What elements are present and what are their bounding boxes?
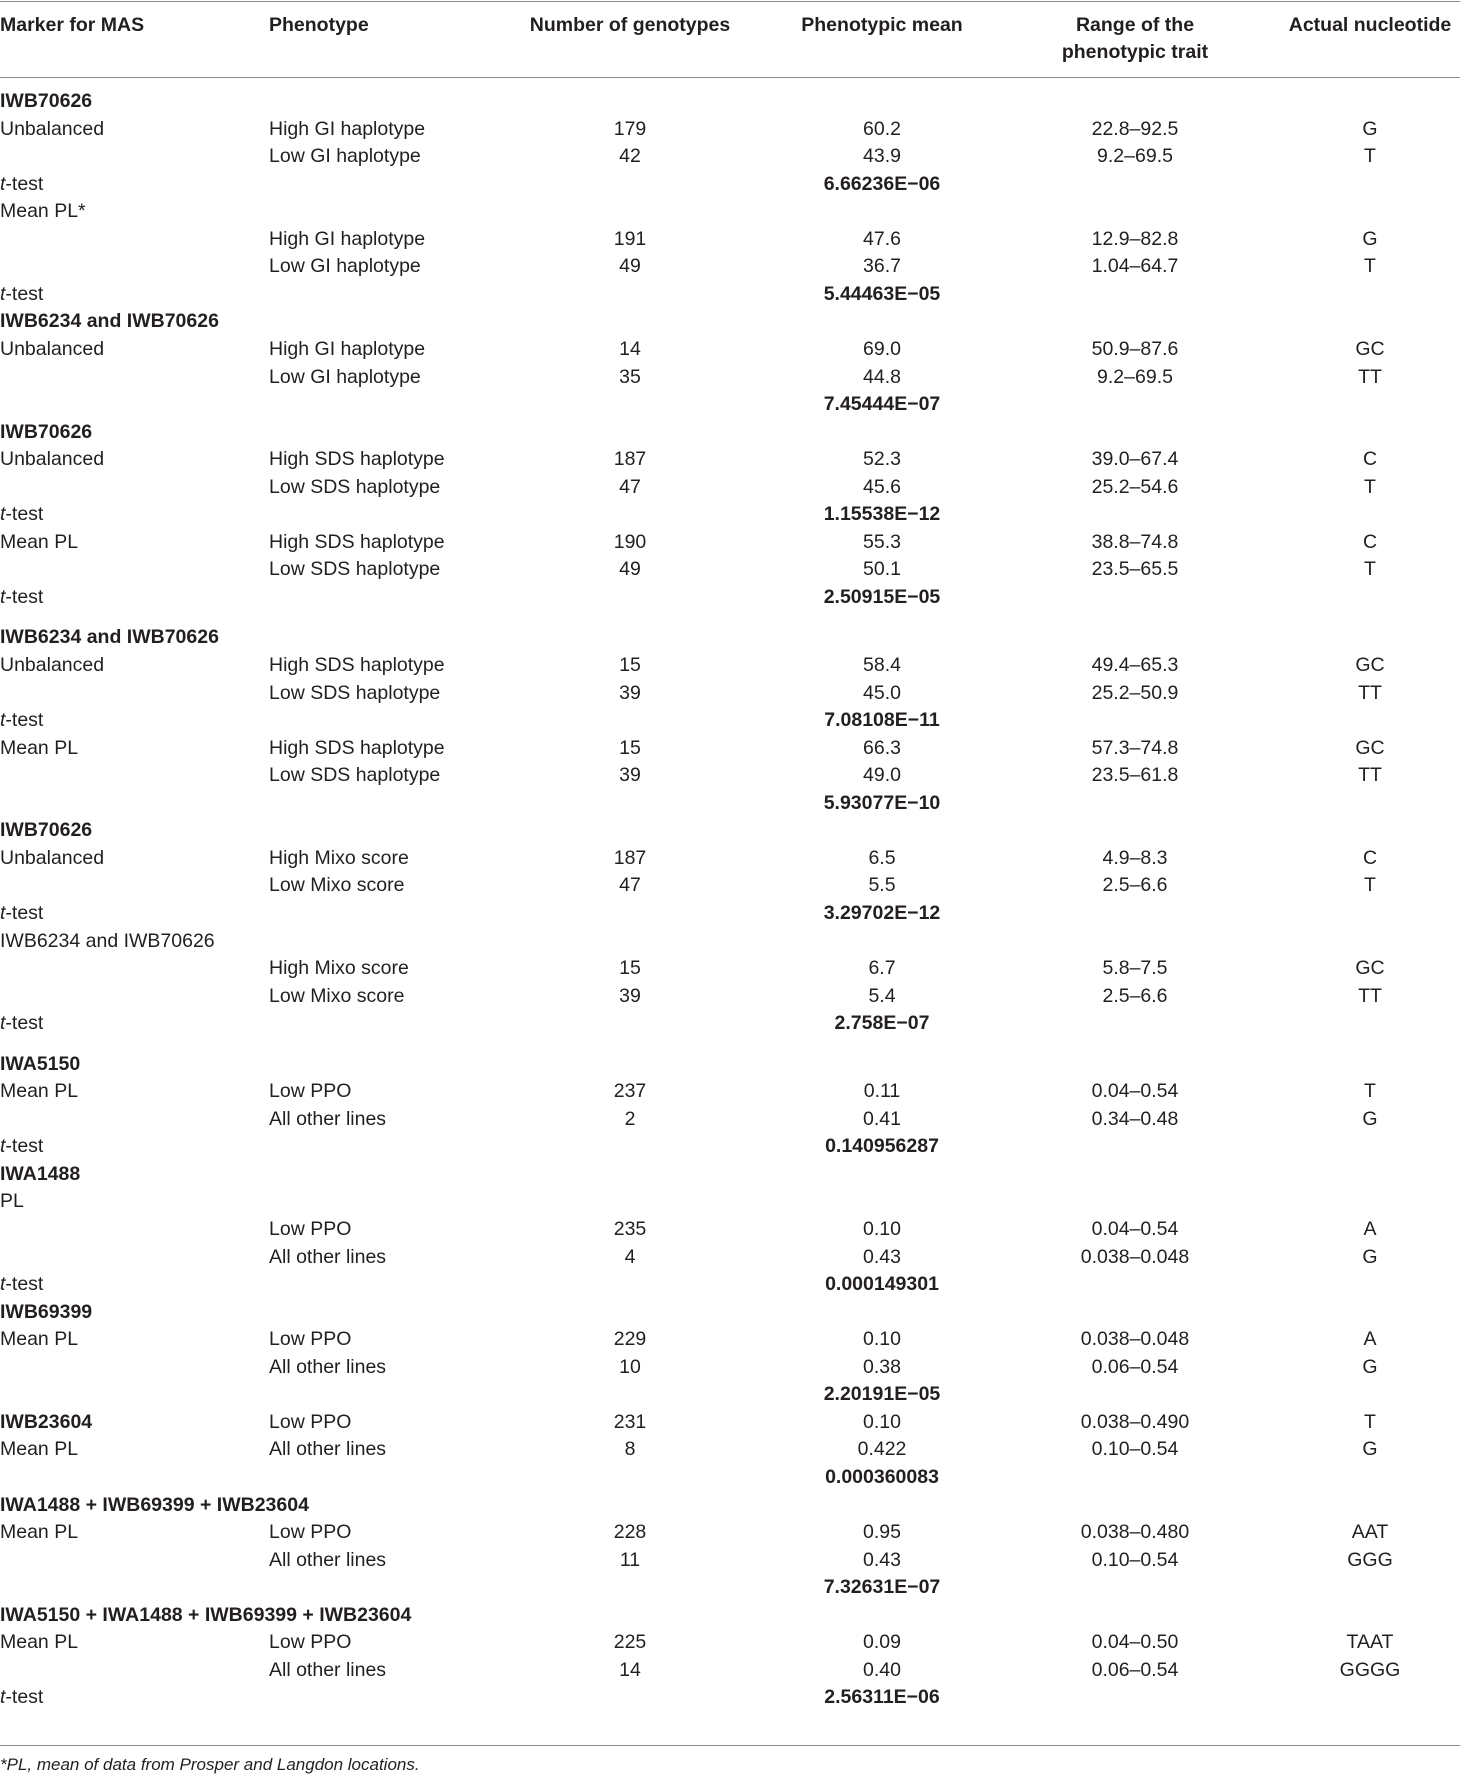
table-row bbox=[0, 790, 1460, 818]
table-row bbox=[0, 1436, 1460, 1464]
cell-marker: IWB6234 and IWB70626 bbox=[0, 929, 215, 952]
table-row bbox=[0, 1519, 1460, 1547]
table-row bbox=[0, 735, 1460, 763]
cell-genotypes: 8 bbox=[624, 1438, 636, 1461]
cell-mean: 5.44463E−05 bbox=[823, 282, 941, 305]
cell-mean: 2.50915E−05 bbox=[823, 585, 941, 608]
cell-marker: Unbalanced bbox=[0, 117, 105, 140]
table-row bbox=[0, 845, 1460, 873]
cell-marker: IWB6234 and IWB70626 bbox=[0, 626, 219, 649]
cell-mean: 2.56311E−06 bbox=[824, 1686, 940, 1709]
table-row bbox=[0, 1161, 1460, 1189]
top-rule bbox=[0, 1, 1460, 2]
cell-mean: 52.3 bbox=[863, 448, 901, 471]
cell-phenotype: High Mixo score bbox=[269, 957, 409, 980]
cell-nucleotide: TT bbox=[1358, 984, 1382, 1007]
cell-nucleotide: TAAT bbox=[1346, 1631, 1394, 1654]
cell-phenotype: Low SDS haplotype bbox=[269, 558, 441, 581]
table-row bbox=[0, 1629, 1460, 1657]
cell-genotypes: 231 bbox=[613, 1410, 647, 1433]
header-marker: Marker for MAS bbox=[0, 14, 145, 36]
cell-marker: Mean PL bbox=[0, 1438, 79, 1461]
cell-range: 2.5–6.6 bbox=[1102, 984, 1168, 1007]
cell-phenotype: High SDS haplotype bbox=[269, 654, 445, 676]
cell-phenotype: All other lines bbox=[269, 1107, 387, 1130]
table-row bbox=[0, 1464, 1460, 1492]
cell-genotypes: 49 bbox=[619, 255, 641, 278]
cell-range: 0.038–0.480 bbox=[1080, 1521, 1190, 1544]
cell-mean: 0.40 bbox=[863, 1658, 901, 1681]
cell-phenotype: Low SDS haplotype bbox=[269, 681, 441, 704]
cell-range: 12.9–82.8 bbox=[1091, 227, 1179, 250]
cell-mean: 6.5 bbox=[868, 846, 896, 869]
cell-mean: 50.1 bbox=[863, 558, 901, 581]
table-row bbox=[0, 226, 1460, 254]
cell-nucleotide: GC bbox=[1355, 957, 1385, 980]
cell-nucleotide: GGGG bbox=[1339, 1658, 1401, 1681]
header-mean: Phenotypic mean bbox=[801, 14, 963, 36]
table-row bbox=[0, 1657, 1460, 1685]
cell-range: 0.038–0.490 bbox=[1080, 1410, 1190, 1433]
table-row bbox=[0, 680, 1460, 708]
header-nucleotide: Actual nucleotide bbox=[1288, 14, 1452, 36]
cell-mean: 0.09 bbox=[863, 1631, 901, 1654]
cell-marker: t-test bbox=[0, 1012, 44, 1035]
cell-marker: IWA1488 + IWB69399 + IWB23604 bbox=[0, 1493, 309, 1516]
cell-marker: t-test bbox=[0, 901, 44, 924]
cell-mean: 0.43 bbox=[863, 1548, 901, 1571]
cell-mean: 5.4 bbox=[868, 984, 896, 1007]
cell-phenotype: Low PPO bbox=[269, 1218, 352, 1240]
table-row bbox=[0, 88, 1460, 116]
cell-genotypes: 14 bbox=[619, 337, 641, 360]
cell-marker: IWB70626 bbox=[0, 90, 93, 112]
cell-genotypes: 15 bbox=[619, 736, 641, 759]
cell-mean: 45.0 bbox=[863, 681, 901, 704]
cell-phenotype: All other lines bbox=[269, 1658, 387, 1681]
cell-mean: 0.000149301 bbox=[825, 1273, 939, 1296]
cell-mean: 0.000360083 bbox=[825, 1465, 939, 1488]
cell-nucleotide: C bbox=[1362, 448, 1378, 471]
cell-mean: 7.32631E−07 bbox=[823, 1576, 941, 1599]
cell-mean: 69.0 bbox=[863, 337, 901, 360]
cell-genotypes: 39 bbox=[619, 764, 641, 787]
cell-genotypes: 237 bbox=[613, 1080, 647, 1103]
table-row bbox=[0, 928, 1460, 956]
cell-nucleotide: G bbox=[1362, 1438, 1378, 1461]
cell-mean: 3.29702E−12 bbox=[823, 901, 941, 924]
cell-range: 25.2–54.6 bbox=[1091, 475, 1179, 498]
cell-mean: 45.6 bbox=[863, 475, 901, 498]
cell-phenotype: High GI haplotype bbox=[269, 227, 426, 250]
cell-nucleotide: C bbox=[1362, 846, 1378, 869]
cell-range: 0.10–0.54 bbox=[1091, 1438, 1179, 1461]
cell-nucleotide: TT bbox=[1358, 764, 1382, 787]
cell-mean: 60.2 bbox=[863, 117, 901, 140]
table-row bbox=[0, 1271, 1460, 1299]
cell-phenotype: High SDS haplotype bbox=[269, 736, 445, 759]
cell-mean: 7.45444E−07 bbox=[823, 393, 941, 416]
table-row bbox=[0, 584, 1460, 612]
cell-range: 0.04–0.50 bbox=[1091, 1631, 1179, 1654]
cell-range: 0.06–0.54 bbox=[1091, 1658, 1179, 1681]
cell-range: 57.3–74.8 bbox=[1091, 736, 1179, 759]
cell-marker: IWB23604 bbox=[0, 1410, 93, 1433]
cell-mean: 0.11 bbox=[863, 1080, 901, 1103]
cell-range: 0.06–0.54 bbox=[1091, 1355, 1179, 1378]
table-row bbox=[0, 1354, 1460, 1382]
table-row bbox=[0, 983, 1460, 1011]
cell-nucleotide: A bbox=[1363, 1328, 1377, 1351]
cell-mean: 55.3 bbox=[863, 530, 901, 553]
cell-nucleotide: G bbox=[1362, 1107, 1378, 1130]
cell-phenotype: Low SDS haplotype bbox=[269, 475, 441, 498]
cell-marker: IWA1488 bbox=[0, 1162, 81, 1185]
header-genotypes: Number of genotypes bbox=[529, 14, 731, 36]
table-row bbox=[0, 1381, 1460, 1409]
cell-range: 0.34–0.48 bbox=[1091, 1107, 1179, 1130]
cell-phenotype: High GI haplotype bbox=[269, 337, 426, 360]
cell-range: 39.0–67.4 bbox=[1091, 448, 1179, 471]
header-range-line2: phenotypic trait bbox=[1061, 41, 1209, 63]
table-row bbox=[0, 1188, 1460, 1216]
cell-nucleotide: TT bbox=[1358, 365, 1382, 388]
table-row bbox=[0, 336, 1460, 364]
table-row bbox=[0, 1244, 1460, 1272]
cell-genotypes: 4 bbox=[624, 1245, 636, 1268]
table-row bbox=[0, 652, 1460, 680]
cell-marker: IWA5150 + IWA1488 + IWB69399 + IWB23604 bbox=[0, 1603, 412, 1626]
table-row bbox=[0, 364, 1460, 392]
cell-nucleotide: A bbox=[1363, 1218, 1377, 1240]
table-row bbox=[0, 556, 1460, 584]
cell-phenotype: Low PPO bbox=[269, 1328, 352, 1351]
table-row bbox=[0, 116, 1460, 144]
cell-phenotype: Low PPO bbox=[269, 1521, 352, 1544]
cell-mean: 36.7 bbox=[863, 255, 901, 278]
cell-range: 23.5–61.8 bbox=[1091, 764, 1179, 787]
table-row bbox=[0, 1326, 1460, 1354]
cell-genotypes: 187 bbox=[613, 846, 647, 869]
cell-range: 25.2–50.9 bbox=[1091, 681, 1179, 704]
table-row bbox=[0, 474, 1460, 502]
cell-phenotype: High SDS haplotype bbox=[269, 530, 445, 553]
cell-marker: Mean PL bbox=[0, 530, 79, 553]
table-row bbox=[0, 198, 1460, 226]
table-row bbox=[0, 143, 1460, 171]
table-row bbox=[0, 624, 1460, 652]
cell-marker: IWB70626 bbox=[0, 819, 93, 842]
cell-marker: Mean PL* bbox=[0, 200, 86, 223]
table-row bbox=[0, 529, 1460, 557]
header-rule bbox=[0, 77, 1460, 78]
cell-range: 9.2–69.5 bbox=[1097, 365, 1173, 388]
cell-range: 0.038–0.048 bbox=[1080, 1328, 1190, 1351]
table-row bbox=[0, 1010, 1460, 1038]
table-row bbox=[0, 1574, 1460, 1602]
cell-mean: 0.140956287 bbox=[825, 1135, 939, 1158]
cell-nucleotide: T bbox=[1364, 558, 1376, 581]
cell-marker: IWB69399 bbox=[0, 1300, 93, 1323]
table-row bbox=[0, 762, 1460, 790]
cell-marker: t-test bbox=[0, 1686, 44, 1709]
cell-nucleotide: T bbox=[1364, 145, 1376, 168]
header-phenotype: Phenotype bbox=[269, 14, 369, 36]
cell-genotypes: 42 bbox=[619, 145, 641, 168]
cell-mean: 5.5 bbox=[868, 874, 896, 897]
cell-nucleotide: T bbox=[1364, 1080, 1376, 1103]
cell-phenotype: All other lines bbox=[269, 1548, 387, 1571]
cell-range: 23.5–65.5 bbox=[1091, 558, 1179, 581]
cell-nucleotide: G bbox=[1362, 227, 1378, 250]
cell-range: 5.8–7.5 bbox=[1102, 957, 1168, 980]
cell-phenotype: Low GI haplotype bbox=[269, 255, 421, 278]
cell-mean: 58.4 bbox=[863, 654, 901, 676]
cell-range: 50.9–87.6 bbox=[1091, 337, 1179, 360]
cell-genotypes: 35 bbox=[619, 365, 641, 388]
cell-phenotype: Low PPO bbox=[269, 1631, 352, 1654]
cell-genotypes: 11 bbox=[619, 1548, 641, 1571]
cell-mean: 0.10 bbox=[863, 1410, 901, 1433]
cell-mean: 0.95 bbox=[863, 1521, 901, 1544]
table-row bbox=[0, 1106, 1460, 1134]
table-row bbox=[0, 391, 1460, 419]
cell-nucleotide: T bbox=[1364, 874, 1376, 897]
cell-genotypes: 10 bbox=[619, 1355, 641, 1378]
table-row bbox=[0, 253, 1460, 281]
cell-mean: 5.93077E−10 bbox=[823, 791, 941, 814]
cell-range: 0.038–0.048 bbox=[1080, 1245, 1190, 1268]
cell-mean: 0.10 bbox=[863, 1328, 901, 1351]
cell-nucleotide: T bbox=[1364, 1410, 1376, 1433]
cell-genotypes: 228 bbox=[613, 1521, 647, 1544]
cell-nucleotide: GGG bbox=[1347, 1548, 1393, 1571]
table-row bbox=[0, 308, 1460, 336]
cell-phenotype: High GI haplotype bbox=[269, 117, 426, 140]
cell-marker: PL bbox=[0, 1190, 24, 1213]
cell-nucleotide: TT bbox=[1358, 681, 1382, 704]
cell-mean: 2.758E−07 bbox=[834, 1012, 930, 1035]
cell-range: 49.4–65.3 bbox=[1091, 654, 1179, 676]
cell-genotypes: 49 bbox=[619, 558, 641, 581]
cell-phenotype: All other lines bbox=[269, 1355, 387, 1378]
table-row bbox=[0, 900, 1460, 928]
cell-nucleotide: T bbox=[1364, 475, 1376, 498]
cell-genotypes: 190 bbox=[613, 530, 647, 553]
cell-phenotype: All other lines bbox=[269, 1438, 387, 1461]
cell-marker: IWB70626 bbox=[0, 420, 93, 443]
cell-marker: Mean PL bbox=[0, 1521, 79, 1544]
cell-mean: 6.7 bbox=[868, 957, 896, 980]
cell-range: 38.8–74.8 bbox=[1091, 530, 1179, 553]
cell-phenotype: Low PPO bbox=[269, 1410, 352, 1433]
cell-nucleotide: GC bbox=[1355, 337, 1385, 360]
table-row bbox=[0, 1051, 1460, 1079]
table-row bbox=[0, 1492, 1460, 1520]
cell-mean: 7.08108E−11 bbox=[824, 709, 940, 732]
table-row bbox=[0, 171, 1460, 199]
cell-marker: t-test bbox=[0, 172, 44, 195]
table-row bbox=[0, 1409, 1460, 1437]
table-row bbox=[0, 1684, 1460, 1712]
cell-marker: Mean PL bbox=[0, 1328, 79, 1351]
cell-range: 2.5–6.6 bbox=[1102, 874, 1168, 897]
cell-marker: t-test bbox=[0, 709, 44, 732]
table-row bbox=[0, 419, 1460, 447]
cell-range: 4.9–8.3 bbox=[1102, 846, 1168, 869]
cell-phenotype: Low GI haplotype bbox=[269, 365, 421, 388]
cell-nucleotide: C bbox=[1362, 530, 1378, 553]
cell-range: 0.04–0.54 bbox=[1091, 1218, 1179, 1240]
table-row bbox=[0, 281, 1460, 309]
cell-marker: Unbalanced bbox=[0, 337, 105, 360]
cell-nucleotide: GC bbox=[1355, 654, 1385, 676]
cell-mean: 0.38 bbox=[863, 1355, 901, 1378]
cell-genotypes: 2 bbox=[624, 1107, 636, 1130]
table-row bbox=[0, 1547, 1460, 1575]
cell-genotypes: 15 bbox=[619, 957, 641, 980]
cell-phenotype: Low GI haplotype bbox=[269, 145, 421, 168]
cell-genotypes: 225 bbox=[613, 1631, 647, 1654]
cell-mean: 47.6 bbox=[863, 227, 901, 250]
table-row bbox=[0, 872, 1460, 900]
cell-mean: 66.3 bbox=[863, 736, 901, 759]
cell-range: 0.04–0.54 bbox=[1091, 1080, 1179, 1103]
cell-genotypes: 179 bbox=[613, 117, 647, 140]
cell-nucleotide: G bbox=[1362, 117, 1378, 140]
cell-genotypes: 235 bbox=[613, 1218, 647, 1240]
table-row bbox=[0, 446, 1460, 474]
header-range-line1: Range of the bbox=[1075, 14, 1195, 36]
table-row bbox=[0, 707, 1460, 735]
table-row bbox=[0, 1299, 1460, 1327]
cell-marker: Mean PL bbox=[0, 1631, 79, 1654]
cell-mean: 6.66236E−06 bbox=[823, 172, 941, 195]
cell-genotypes: 14 bbox=[619, 1658, 641, 1681]
cell-nucleotide: AAT bbox=[1351, 1521, 1389, 1544]
cell-marker: Mean PL bbox=[0, 1080, 79, 1103]
cell-genotypes: 47 bbox=[619, 874, 641, 897]
cell-phenotype: All other lines bbox=[269, 1245, 387, 1268]
cell-nucleotide: G bbox=[1362, 1355, 1378, 1378]
cell-mean: 0.41 bbox=[863, 1107, 901, 1130]
cell-phenotype: Low SDS haplotype bbox=[269, 764, 441, 787]
table-row bbox=[0, 955, 1460, 983]
table-footnote: *PL, mean of data from Prosper and Langdon locations. bbox=[0, 1755, 420, 1774]
cell-genotypes: 47 bbox=[619, 475, 641, 498]
table-row bbox=[0, 817, 1460, 845]
table-row bbox=[0, 1216, 1460, 1244]
cell-nucleotide: GC bbox=[1355, 736, 1385, 759]
cell-range: 1.04–64.7 bbox=[1091, 255, 1179, 278]
cell-mean: 2.20191E−05 bbox=[823, 1383, 941, 1406]
cell-marker: t-test bbox=[0, 1135, 44, 1158]
cell-marker: IWA5150 bbox=[0, 1052, 81, 1075]
cell-range: 9.2–69.5 bbox=[1097, 145, 1173, 168]
cell-marker: t-test bbox=[0, 282, 44, 305]
table-row bbox=[0, 1078, 1460, 1106]
cell-genotypes: 229 bbox=[613, 1328, 647, 1351]
cell-genotypes: 191 bbox=[613, 227, 647, 250]
cell-genotypes: 39 bbox=[619, 984, 641, 1007]
cell-range: 22.8–92.5 bbox=[1091, 117, 1179, 140]
cell-mean: 0.10 bbox=[863, 1218, 901, 1240]
cell-range: 0.10–0.54 bbox=[1091, 1548, 1179, 1571]
cell-mean: 49.0 bbox=[863, 764, 901, 787]
cell-marker: t-test bbox=[0, 503, 44, 526]
cell-marker: Unbalanced bbox=[0, 846, 105, 869]
cell-nucleotide: T bbox=[1364, 255, 1376, 278]
cell-genotypes: 15 bbox=[619, 654, 641, 676]
cell-mean: 0.422 bbox=[857, 1438, 907, 1461]
cell-genotypes: 39 bbox=[619, 681, 641, 704]
cell-marker: t-test bbox=[0, 1273, 44, 1296]
cell-marker: Unbalanced bbox=[0, 654, 105, 676]
cell-genotypes: 187 bbox=[613, 448, 647, 471]
cell-marker: Unbalanced bbox=[0, 448, 105, 471]
cell-phenotype: Low Mixo score bbox=[269, 874, 405, 897]
table-row bbox=[0, 1133, 1460, 1161]
cell-marker: IWB6234 and IWB70626 bbox=[0, 310, 219, 333]
cell-nucleotide: G bbox=[1362, 1245, 1378, 1268]
cell-marker: t-test bbox=[0, 585, 44, 608]
cell-marker: Mean PL bbox=[0, 736, 79, 759]
cell-phenotype: Low PPO bbox=[269, 1080, 352, 1103]
cell-phenotype: Low Mixo score bbox=[269, 984, 405, 1007]
cell-mean: 0.43 bbox=[863, 1245, 901, 1268]
cell-mean: 44.8 bbox=[863, 365, 901, 388]
cell-phenotype: High Mixo score bbox=[269, 846, 409, 869]
table-row bbox=[0, 501, 1460, 529]
table-row bbox=[0, 1602, 1460, 1630]
cell-mean: 1.15538E−12 bbox=[823, 503, 941, 526]
cell-phenotype: High SDS haplotype bbox=[269, 448, 445, 471]
cell-mean: 43.9 bbox=[863, 145, 901, 168]
bottom-rule bbox=[0, 1745, 1460, 1746]
